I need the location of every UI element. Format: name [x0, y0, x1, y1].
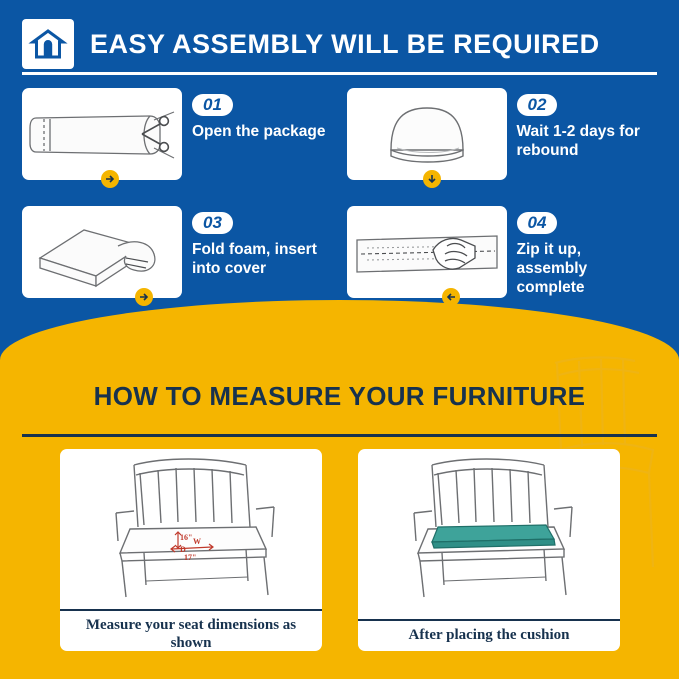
- step-03-text: [192, 206, 330, 278]
- step-04-label: Zip it up, assembly complete: [516, 241, 588, 296]
- width-letter: W: [193, 537, 201, 546]
- header: [22, 14, 657, 74]
- arrow-down-icon: [423, 170, 441, 188]
- fold-foam-insert-illustration: [22, 206, 182, 298]
- measure-cards: [60, 449, 620, 651]
- page-title: EASY ASSEMBLY WILL BE REQUIRED: [90, 28, 600, 59]
- measure-card-with-cushion: [358, 449, 620, 651]
- step-02-number: 02: [517, 94, 558, 116]
- step-03-label: Fold foam, insert into cover: [192, 241, 317, 277]
- step-04: [347, 206, 658, 308]
- step-01-illustration-card: [22, 88, 182, 180]
- cushion-rebound-illustration: [347, 88, 507, 180]
- step-02-label: Wait 1-2 days for rebound: [516, 123, 640, 159]
- step-02: [347, 88, 658, 190]
- step-03-illustration-card: [22, 206, 182, 298]
- step-01-text: [192, 88, 330, 141]
- step-03-number: 03: [192, 212, 233, 234]
- step-01: [22, 88, 333, 190]
- home-icon: [22, 19, 74, 69]
- step-02-illustration-card: [347, 88, 507, 180]
- measure-divider: [22, 434, 657, 437]
- arrow-right-icon: [135, 288, 153, 306]
- measure-card-2-caption: After placing the cushion: [358, 619, 620, 651]
- step-02-text: [517, 88, 655, 160]
- step-04-number: 04: [517, 212, 558, 234]
- depth-dimension: 16": [180, 533, 193, 542]
- chair-with-dimensions-illustration: [60, 449, 322, 609]
- measure-card-1-caption: Measure your seat dimensions as shown: [60, 609, 322, 651]
- hand-zipping-cushion-illustration: [347, 206, 507, 298]
- depth-letter: D: [180, 545, 186, 554]
- assembly-steps-grid: [22, 88, 657, 308]
- arrow-left-icon: [442, 288, 460, 306]
- step-04-text: [517, 206, 655, 297]
- width-dimension: 17": [184, 553, 197, 562]
- step-04-illustration-card: [347, 206, 507, 298]
- measure-section-title: HOW TO MEASURE YOUR FURNITURE: [93, 381, 586, 411]
- chair-with-cushion-illustration: [358, 449, 620, 619]
- header-divider: [22, 72, 657, 75]
- arrow-right-icon: [101, 170, 119, 188]
- measure-card-dimensions: [60, 449, 322, 651]
- scissors-cutting-package-illustration: [22, 88, 182, 180]
- step-03: [22, 206, 333, 308]
- step-01-number: 01: [192, 94, 233, 116]
- step-01-label: Open the package: [192, 123, 326, 140]
